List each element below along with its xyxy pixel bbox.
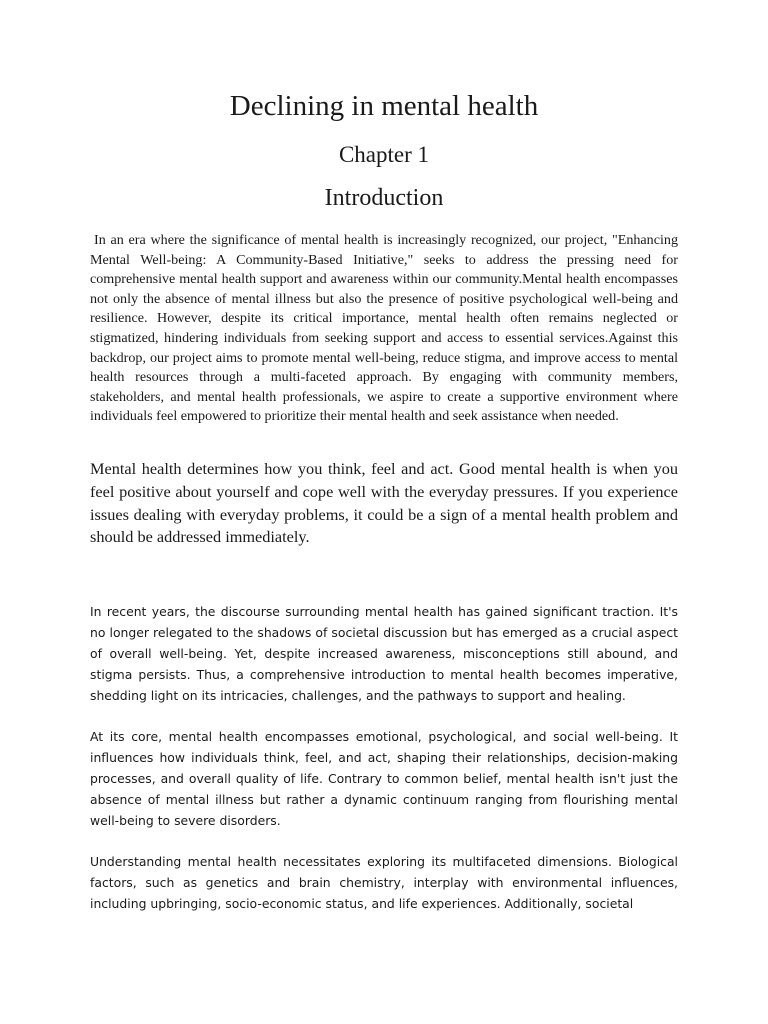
understanding-paragraph: Understanding mental health necessitates exploring its multifaceted dimensions. Biological factors, such as genetics and brain chemistry, interplay with environmental influences, including upbringing, socio-economic status, and life experiences. Additionally, societal	[90, 854, 678, 911]
chapter-heading: Chapter 1	[338, 142, 430, 167]
document-title: Declining in mental health	[229, 90, 539, 122]
section-heading: Introduction	[324, 185, 444, 211]
recent-years-paragraph: In recent years, the discourse surrounding mental health has gained significant traction. It's no longer relegated to the shadows of societal discussion but has emerged as a crucial aspect of overall well-being. Yet, despite increased awareness, misconceptions still abound, and stigma persists. Thus, a comprehensive introduction to mental health becomes imperative, shedding light on its intricacies, challenges, and the pathways to support and healing.	[90, 604, 678, 703]
mental-health-definition-paragraph: Mental health determines how you think, feel and act. Good mental health is when you feel positive about yourself and cope well with the everyday pressures. If you experience issues dealing with everyday problems, it could be a sign of a mental health problem and should be addressed immediately.	[90, 459, 678, 547]
intro-paragraph: In an era where the significance of mental health is increasingly recognized, our project, "Enhancing Mental Well-being: A Community-Based Initiative," seeks to address the pressing need for comprehensive mental health support and awareness within our community.Mental health encompasses not only the absence of mental illness but also the presence of positive psychological well-being and resilience. However, despite its critical importance, mental health often remains neglected or stigmatized, hindering individuals from seeking support and access to essential services.Against this backdrop, our project aims to promote mental well-being, reduce stigma, and improve access to mental health resources through a multi-faceted approach. By engaging with community members, stakeholders, and mental health professionals, we aspire to create a supportive environment where individuals feel empowered to prioritize their mental health and seek assistance when needed.	[90, 232, 678, 425]
core-paragraph: At its core, mental health encompasses emotional, psychological, and social well-being. It influences how individuals think, feel, and act, shaping their relationships, decision-making processes, and overall quality of life. Contrary to common belief, mental health isn't just the absence of mental illness but rather a dynamic continuum ranging from flourishing mental well-being to severe disorders.	[90, 729, 678, 828]
